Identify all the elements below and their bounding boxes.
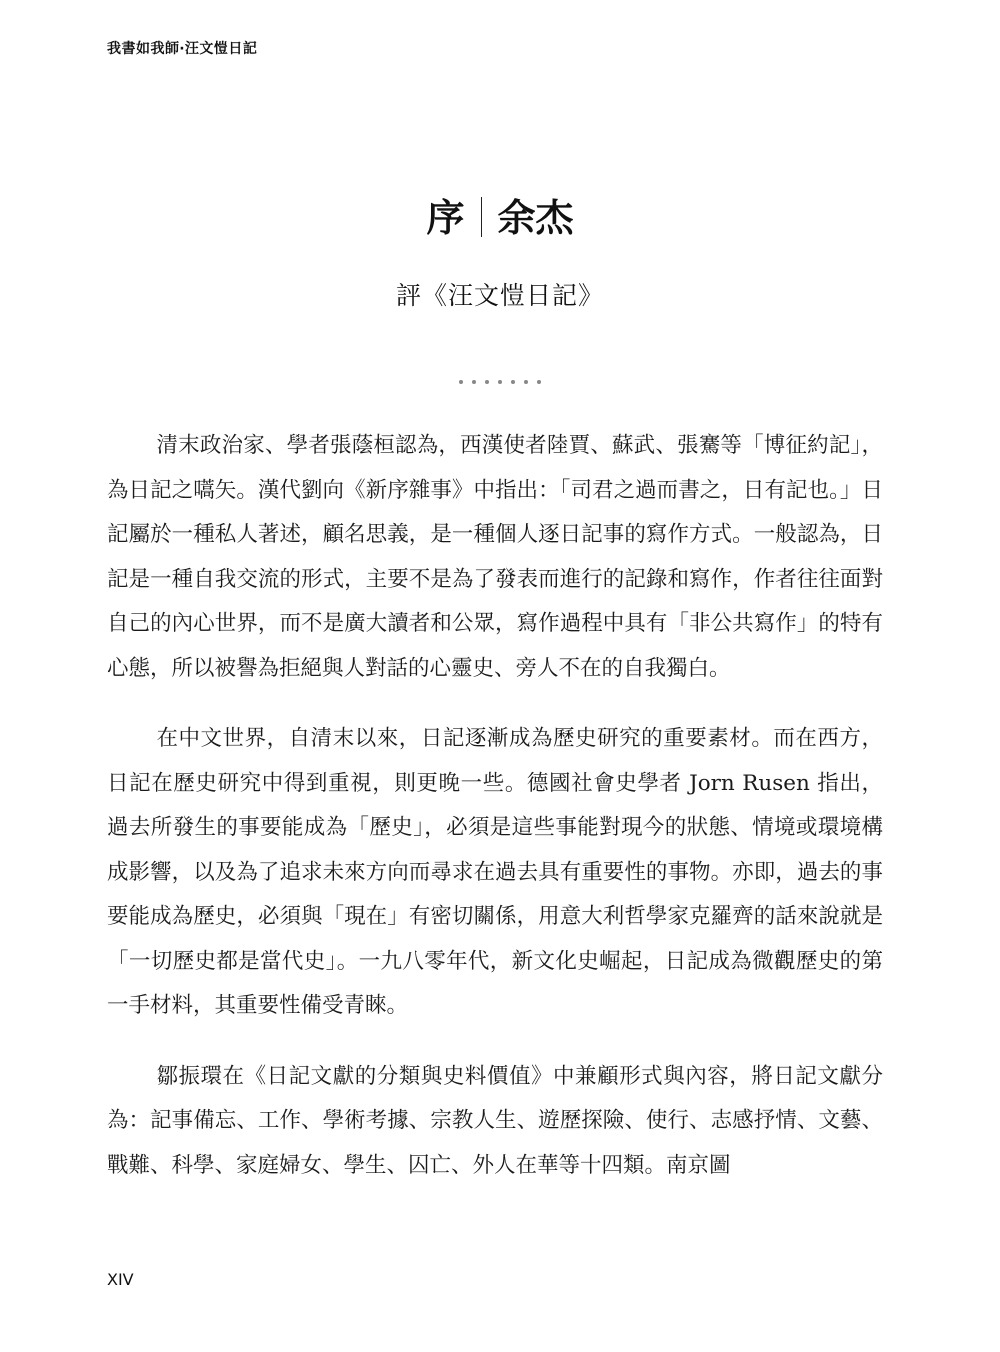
ornament-dots <box>0 380 1000 384</box>
ornament-dot <box>485 380 489 384</box>
page-number: XIV <box>107 1270 134 1289</box>
ornament-dot <box>459 380 463 384</box>
running-head: 我書如我師‧汪文愷日記 <box>107 41 258 57</box>
ornament-dot <box>498 380 502 384</box>
ornament-dot <box>524 380 528 384</box>
ornament-dot <box>537 380 541 384</box>
body-text <box>107 424 883 1214</box>
page-title <box>0 190 1000 246</box>
ornament-dot <box>472 380 476 384</box>
page-subtitle: 評《汪文愷日記》 <box>395 281 604 310</box>
title-divider <box>481 197 482 237</box>
paragraph-1: 清末政治家、學者張蔭桓認為，西漢使者陸賈、蘇武、張騫等「博征約記」，為日記之嚆矢。漢代劉向《新序雜事》中指出：「司君之過而書之，日有記也。」日記屬於一種私人著述，顧名思義，是一種個人逐日記事的寫作方式。一般認為，日記是一種自我交流的形式，主要不是為了發表而進行的記錄和寫作，作者往往面對自己的內心世界，而不是廣大讀者和公眾，寫作過程中具有「非公共寫作」的特有心態，所以被譽為拒絕與人對話的心靈史、旁人不在的自我獨白。 <box>107 433 883 681</box>
ornament-dot <box>511 380 515 384</box>
paragraph-2: 在中文世界，自清末以來，日記逐漸成為歷史研究的重要素材。而在西方，日記在歷史研究中得到重視，則更晚一些。德國社會史學者 Jorn Rusen 指出，過去所發生的事要能成為「歷史」，必須是這些事能對現今的狀態、情境或環境構成影響，以及為了追求未來方向而尋求在過去具有重要性的事物。亦即，過去的事要能成為歷史，必須與「現在」有密切關係，用意大利哲學家克羅齊的話來說就是「一切歷史都是當代史」。一九八零年代，新文化史崛起，日記成為微觀歷史的第一手材料，其重要性備受青睞。 <box>107 726 883 1018</box>
paragraph-3: 鄒振環在《日記文獻的分類與史料價值》中兼顧形式與內容，將日記文獻分為：記事備忘、工作、學術考據、宗教人生、遊歷探險、使行、志感抒情、文藝、戰難、科學、家庭婦女、學生、囚亡、外人在華等十四類。南京圖 <box>107 1063 883 1178</box>
title-preface: 序 <box>426 196 465 240</box>
title-author: 余杰 <box>497 196 574 240</box>
